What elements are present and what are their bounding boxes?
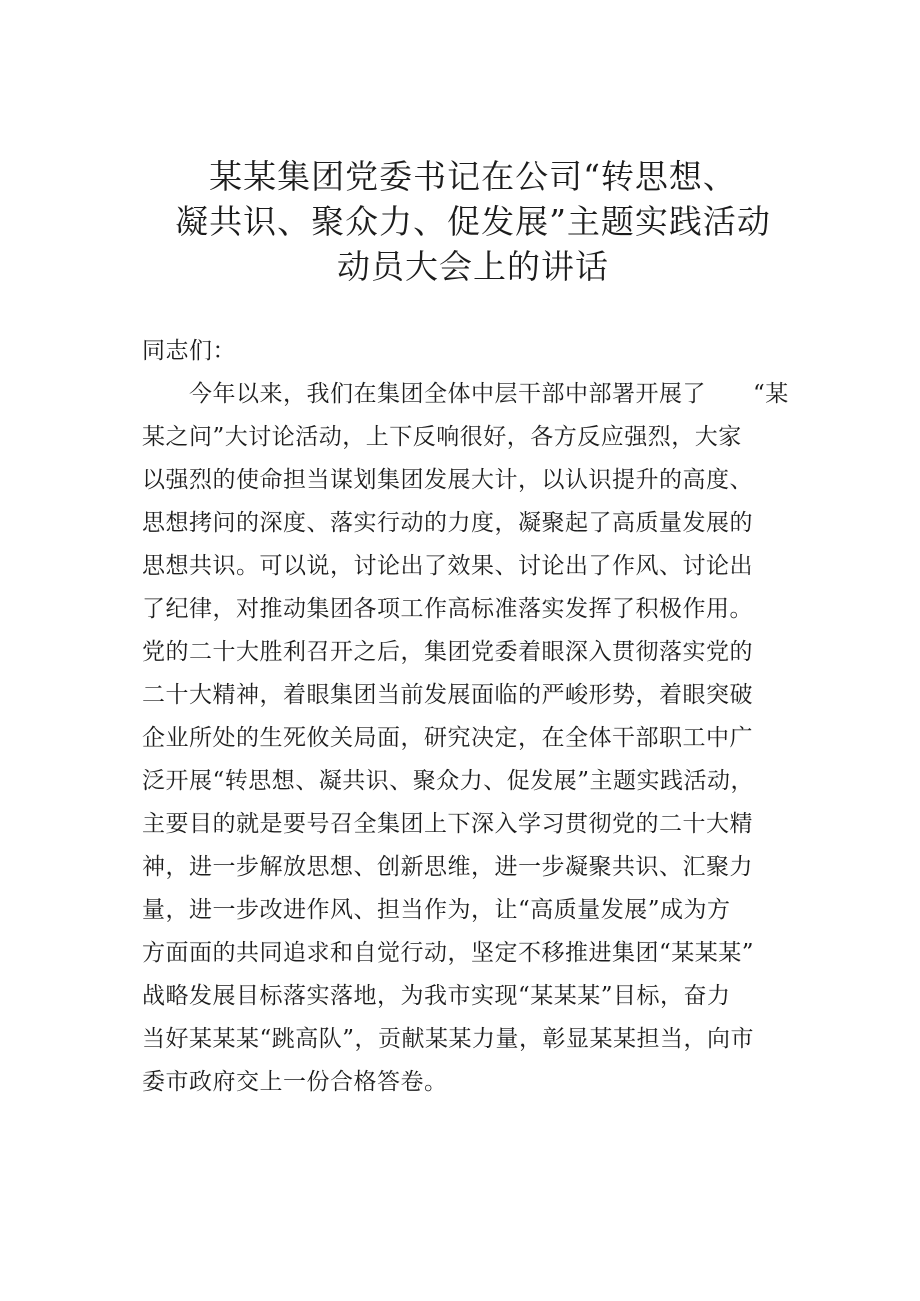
body-line: 战略发展目标落实落地，为我市实现“某某某”目标，奋力 [142,983,731,1009]
body-line: 思想共识。可以说，讨论出了效果、讨论出了作风、讨论出 [142,553,753,579]
body-line: 了纪律，对推动集团各项工作高标准落实发挥了积极作用。 [142,596,753,622]
body-line: 企业所处的生死攸关局面，研究决定，在全体干部职工中广 [142,725,753,751]
body-line: 某之问”大讨论活动，上下反响很好，各方反应强烈，大家 [142,424,742,450]
document-title [142,154,804,289]
document-content [142,154,804,1104]
body-line: 量，进一步改进作风、担当作为，让“高质量发展”成为方 [142,897,731,923]
body-line: 思想拷问的深度、落实行动的力度，凝聚起了高质量发展的 [142,510,753,536]
body-line: 党的二十大胜利召开之后，集团党委着眼深入贯彻落实党的 [142,639,753,665]
salutation-line: 同志们： [142,338,236,364]
body-line: 主要目的就是要号召全集团上下深入学习贯彻党的二十大精 [142,811,753,837]
body-line: 今年以来，我们在集团全体中层干部中部署开展了 “某 [142,381,789,407]
body-line: 泛开展“转思想、凝共识、聚众力、促发展”主题实践活动， [142,768,755,794]
body-line: 当好某某某“跳高队”，贡献某某力量，彰显某某担当，向市 [142,1026,755,1052]
title-line-2: 凝共识、聚众力、促发展”主题实践活动 [175,202,771,241]
body-line: 二十大精神，着眼集团当前发展面临的严峻形势，着眼突破 [142,682,753,708]
speech-body [142,330,804,1104]
body-line: 方面面的共同追求和自觉行动，坚定不移推进集团“某某某” [142,940,755,966]
body-line: 以强烈的使命担当谋划集团发展大计，以认识提升的高度、 [142,467,753,493]
body-line: 委市政府交上一份合格答卷。 [142,1069,448,1095]
body-line: 神，进一步解放思想、创新思维，进一步凝聚共识、汇聚力 [142,854,753,880]
title-line-1: 某某集团党委书记在公司“转思想、 [209,157,737,196]
title-line-3: 动员大会上的讲话 [337,247,609,286]
